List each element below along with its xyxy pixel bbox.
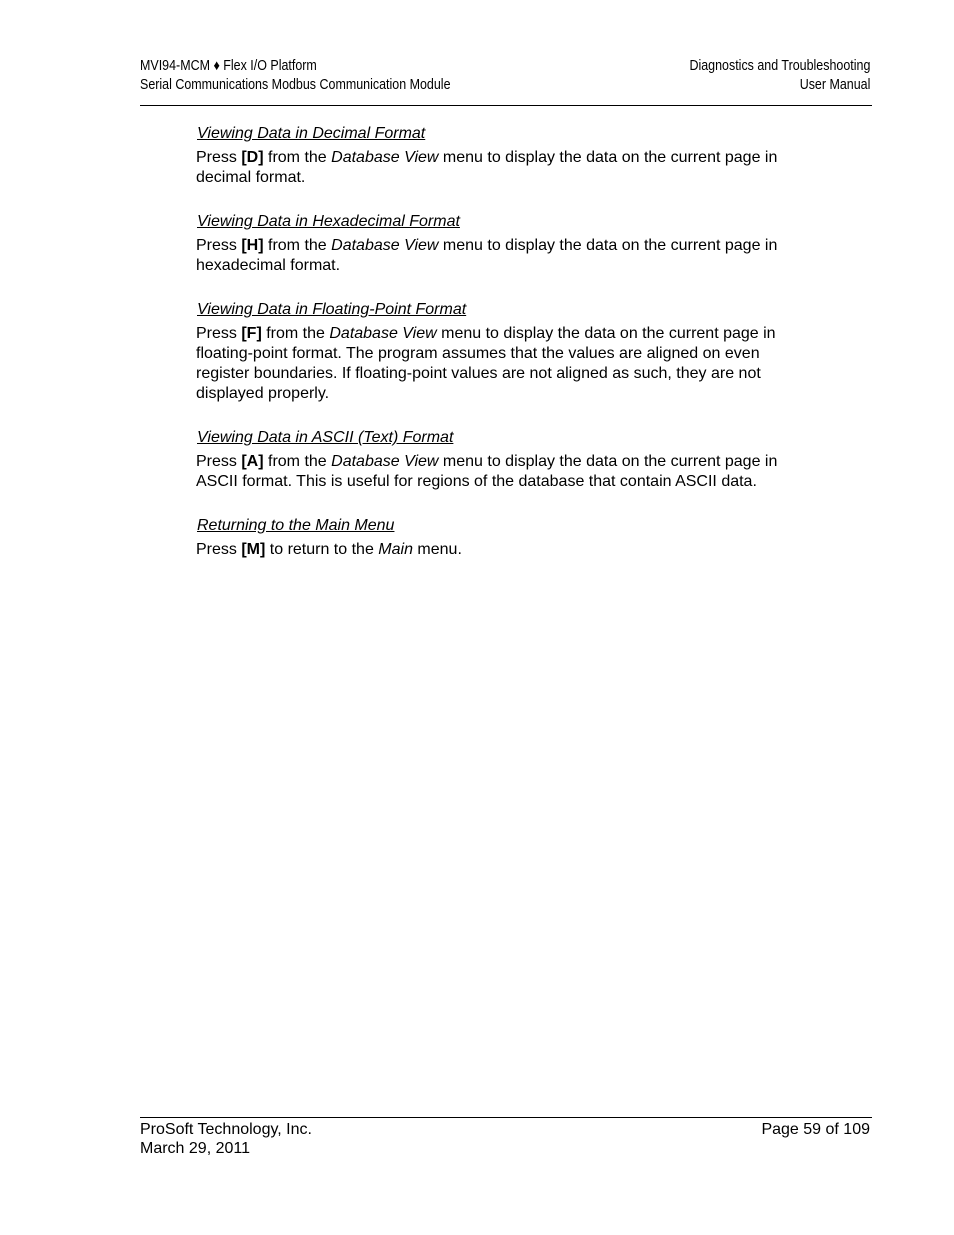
menu-name: Main — [378, 541, 413, 558]
product-subtitle: Serial Communications Modbus Communication Module — [140, 77, 451, 93]
page-footer — [140, 1117, 872, 1157]
menu-name: Database View — [331, 453, 439, 470]
key-label: [A] — [241, 453, 264, 470]
text-press: Press — [196, 237, 242, 254]
menu-name: Database View — [331, 149, 439, 166]
section-title: Viewing Data in Hexadecimal Format — [197, 213, 460, 230]
section-paragraph — [196, 324, 816, 404]
section-ascii — [196, 428, 816, 492]
company-name: ProSoft Technology, Inc. — [140, 1121, 312, 1138]
product-title: MVI94-MCM ♦ Flex I/O Platform — [140, 58, 317, 74]
section-title: Returning to the Main Menu — [197, 517, 395, 534]
menu-name: Database View — [331, 237, 439, 254]
text-from: from the — [263, 149, 332, 166]
text-rest: menu. — [412, 541, 462, 558]
menu-name: Database View — [329, 325, 437, 342]
section-paragraph — [196, 452, 816, 492]
chapter-title: Diagnostics and Troubleshooting — [689, 58, 870, 74]
section-paragraph — [196, 148, 816, 188]
section-main-menu — [196, 516, 816, 560]
page-header — [140, 57, 872, 106]
text-rest: menu to display the data on the current page in hexadecimal format. — [196, 237, 778, 274]
header-right — [689, 57, 870, 95]
section-title: Viewing Data in ASCII (Text) Format — [197, 429, 454, 446]
section-title: Viewing Data in Decimal Format — [197, 125, 426, 142]
section-paragraph — [196, 540, 816, 560]
page-number: Page 59 of 109 — [761, 1121, 870, 1138]
footer-left — [140, 1120, 312, 1158]
key-label: [H] — [241, 237, 264, 254]
text-press: Press — [196, 453, 242, 470]
key-label: [M] — [241, 541, 266, 558]
header-left — [140, 57, 451, 95]
key-label: [D] — [241, 149, 264, 166]
section-decimal — [196, 124, 816, 188]
text-from: to return to the — [265, 541, 379, 558]
text-press: Press — [196, 325, 242, 342]
section-title: Viewing Data in Floating-Point Format — [197, 301, 467, 318]
text-from: from the — [263, 453, 332, 470]
section-floating-point — [196, 300, 816, 404]
section-paragraph — [196, 236, 816, 276]
section-hexadecimal — [196, 212, 816, 276]
text-rest: menu to display the data on the current page in floating-point format. The program assumes that the values are aligned on even register boundaries. If floating-point values are not aligned as such, they are not displayed properly. — [196, 325, 776, 402]
key-label: [F] — [241, 325, 262, 342]
text-from: from the — [263, 237, 332, 254]
text-rest: menu to display the data on the current page in decimal format. — [196, 149, 778, 186]
text-press: Press — [196, 149, 242, 166]
page-content — [196, 124, 816, 584]
text-from: from the — [261, 325, 330, 342]
manual-type: User Manual — [799, 77, 870, 93]
text-press: Press — [196, 541, 242, 558]
publication-date: March 29, 2011 — [140, 1140, 250, 1157]
text-rest: menu to display the data on the current page in ASCII format. This is useful for regions of the database that contain ASCII data. — [196, 453, 778, 490]
